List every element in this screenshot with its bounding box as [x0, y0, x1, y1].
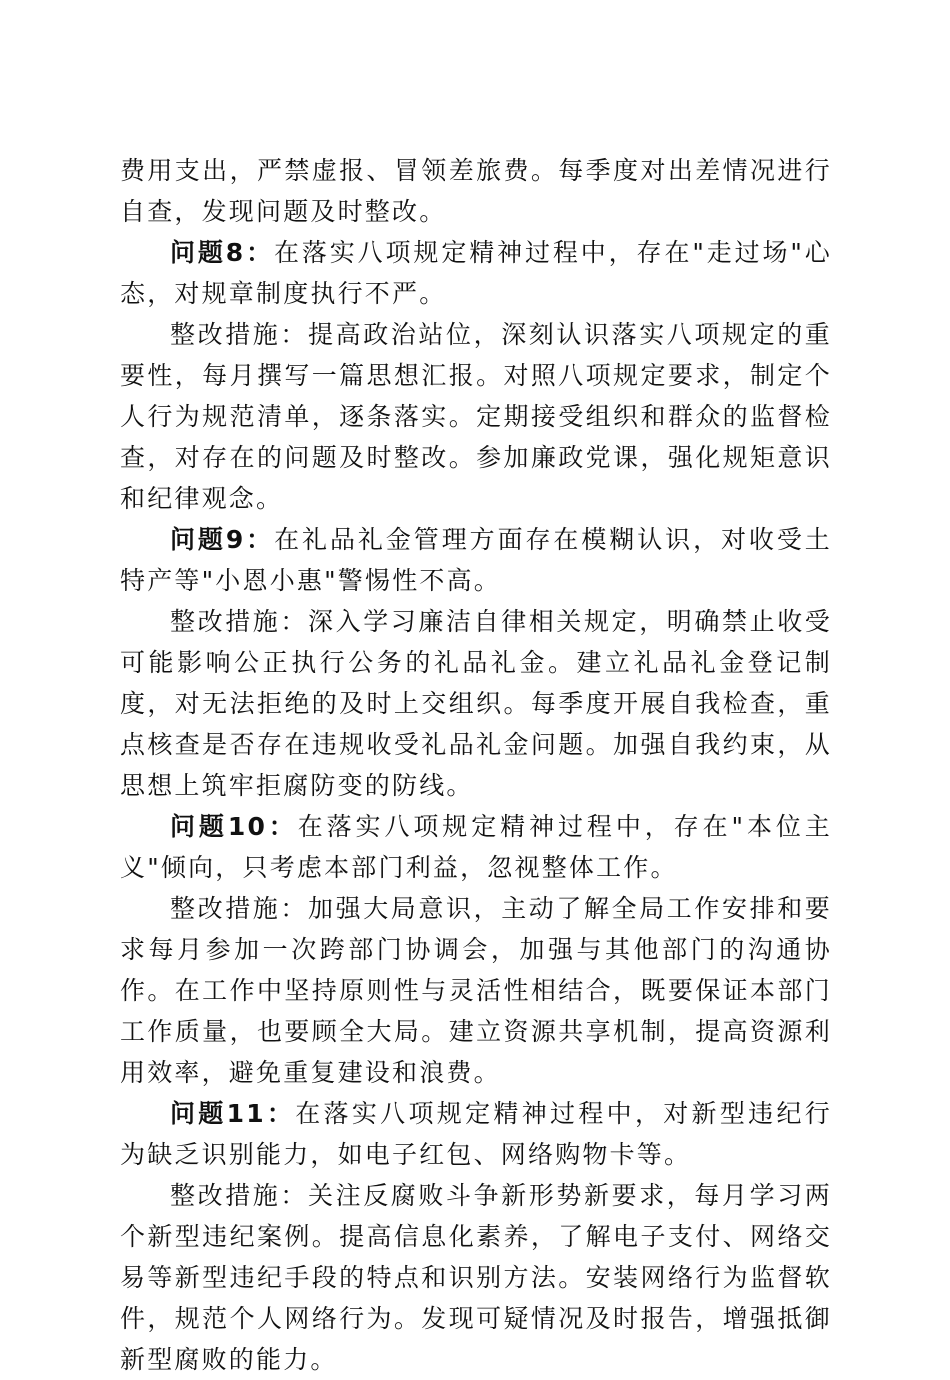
measure-text: 整改措施：深入学习廉洁自律相关规定，明确禁止收受可能影响公正执行公务的礼品礼金。建立礼品礼金登记制度，对无法拒绝的及时上交组织。每季度开展自我检查，重点核查是否存在违规收受礼品礼金问题。加强自我约束，从思想上筑牢拒腐防变的防线。	[120, 607, 832, 800]
measure-text: 整改措施：加强大局意识，主动了解全局工作安排和要求每月参加一次跨部门协调会，加强与其他部门的沟通协作。在工作中坚持原则性与灵活性相结合，既要保证本部门工作质量，也要顾全大局。建立资源共享机制，提高资源利用效率，避免重复建设和浪费。	[120, 894, 832, 1087]
problem-text: 在落实八项规定精神过程中，存在"本位主义"倾向，只考虑本部门利益，忽视整体工作。	[120, 812, 832, 882]
problem-label: 问题10：	[170, 812, 298, 841]
measure-11-paragraph	[120, 1175, 832, 1380]
measure-text: 整改措施：提高政治站位，深刻认识落实八项规定的重要性，每月撰写一篇思想汇报。对照八项规定要求，制定个人行为规范清单，逐条落实。定期接受组织和群众的监督检查，对存在的问题及时整改。参加廉政党课，强化规矩意识和纪律观念。	[120, 320, 832, 513]
problem-8-paragraph	[120, 232, 832, 314]
problem-9-paragraph	[120, 519, 832, 601]
problem-label: 问题9：	[170, 525, 275, 554]
paragraph-continuation	[120, 150, 832, 232]
problem-text: 在落实八项规定精神过程中，对新型违纪行为缺乏识别能力，如电子红包、网络购物卡等。	[120, 1099, 832, 1169]
measure-text: 整改措施：关注反腐败斗争新形势新要求，每月学习两个新型违纪案例。提高信息化素养，了解电子支付、网络交易等新型违纪手段的特点和识别方法。安装网络行为监督软件，规范个人网络行为。发现可疑情况及时报告，增强抵御新型腐败的能力。	[120, 1181, 832, 1374]
measure-8-paragraph	[120, 314, 832, 519]
paragraph-text: 费用支出，严禁虚报、冒领差旅费。每季度对出差情况进行自查，发现问题及时整改。	[120, 156, 832, 226]
document-page	[120, 150, 832, 1380]
problem-label: 问题11：	[170, 1099, 296, 1128]
problem-11-paragraph	[120, 1093, 832, 1175]
problem-text: 在礼品礼金管理方面存在模糊认识，对收受土特产等"小恩小惠"警惕性不高。	[120, 525, 832, 595]
problem-10-paragraph	[120, 806, 832, 888]
problem-label: 问题8：	[170, 238, 274, 267]
measure-10-paragraph	[120, 888, 832, 1093]
measure-9-paragraph	[120, 601, 832, 806]
problem-text: 在落实八项规定精神过程中，存在"走过场"心态，对规章制度执行不严。	[120, 238, 832, 308]
